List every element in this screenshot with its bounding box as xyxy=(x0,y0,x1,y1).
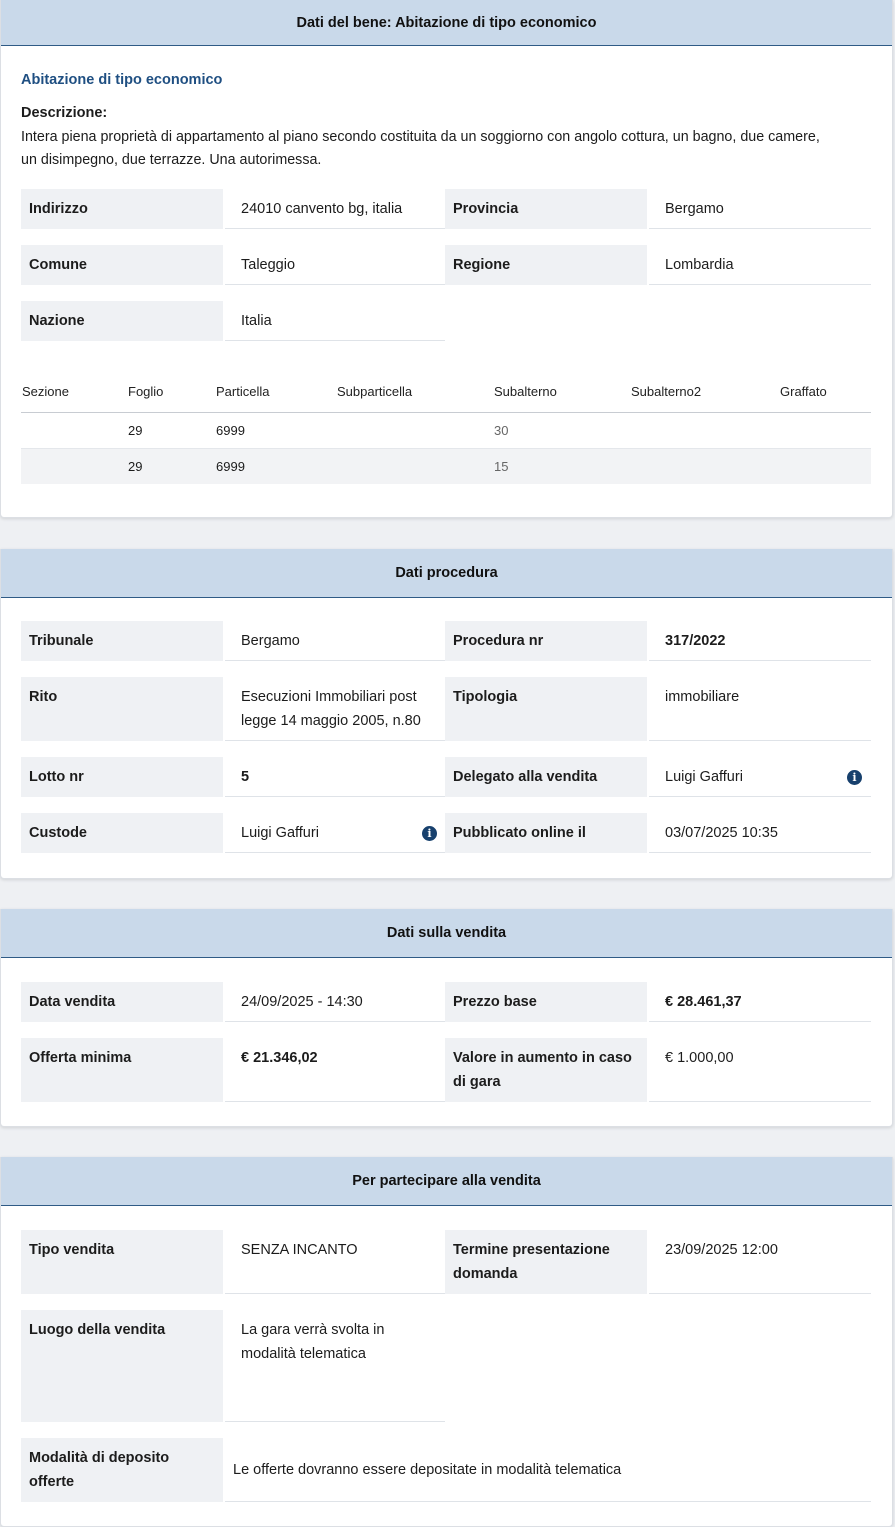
catasto-cell-subalterno: 30 xyxy=(494,422,509,438)
catasto-cell-subalterno2 xyxy=(630,448,779,484)
catasto-cell-subalterno: 15 xyxy=(494,458,509,474)
data-vendita-row xyxy=(21,982,871,1022)
offerta-minima-label: Offerta minima xyxy=(21,1038,223,1102)
deposito-label xyxy=(21,1438,223,1502)
catasto-header-graffato: Graffato xyxy=(780,384,827,400)
offerta-row xyxy=(21,1038,871,1102)
lotto-label: Lotto nr xyxy=(21,757,223,797)
catasto-header-subalterno: Subalterno xyxy=(494,384,557,400)
rito-label: Rito xyxy=(21,677,223,741)
prezzo-base-label: Prezzo base xyxy=(445,982,647,1022)
lotto-value: 5 xyxy=(225,757,445,797)
catasto-header-sezione: Sezione xyxy=(22,384,69,400)
rito-row xyxy=(21,677,871,741)
catasto-cell-subalterno2 xyxy=(630,412,779,448)
procedura-card xyxy=(0,549,893,879)
catasto-cell-subparticella xyxy=(336,448,493,484)
regione-value: Lombardia xyxy=(649,245,871,285)
aumento-label xyxy=(445,1038,647,1102)
nazione-value: Italia xyxy=(225,301,445,341)
partecipare-card xyxy=(0,1157,893,1527)
custode-info-icon[interactable]: i xyxy=(422,826,437,841)
indirizzo-label: Indirizzo xyxy=(21,189,223,229)
termine-label xyxy=(445,1230,647,1294)
catasto-row xyxy=(21,412,871,448)
tribunale-value: Bergamo xyxy=(225,621,445,661)
prezzo-base-value: € 28.461,37 xyxy=(649,982,871,1022)
tipo-vendita-value: SENZA INCANTO xyxy=(225,1230,445,1294)
luogo-value-line-1: La gara verrà svolta in xyxy=(241,1322,385,1338)
bene-card xyxy=(0,0,893,518)
vendita-card xyxy=(0,909,893,1127)
provincia-label: Provincia xyxy=(445,189,647,229)
deposito-label-line-2: offerte xyxy=(29,1474,75,1490)
custode-label: Custode xyxy=(21,813,223,853)
catasto-cell-graffato xyxy=(779,448,871,484)
delegato-label: Delegato alla vendita xyxy=(445,757,647,797)
procedura-header: Dati procedura xyxy=(1,549,892,598)
catasto-row xyxy=(21,448,871,484)
catasto-cell-sezione xyxy=(21,448,127,484)
data-vendita-value: 24/09/2025 - 14:30 xyxy=(225,982,445,1022)
termine-label-line-2: domanda xyxy=(453,1266,518,1282)
comune-value: Taleggio xyxy=(225,245,445,285)
nazione-row xyxy=(21,301,871,341)
tribunale-label: Tribunale xyxy=(21,621,223,661)
aumento-label-line-1: Valore in aumento in caso xyxy=(453,1050,632,1066)
tipologia-label: Tipologia xyxy=(445,677,647,741)
catasto-table xyxy=(21,372,871,484)
tipologia-value: immobiliare xyxy=(649,677,871,741)
description-line-1: Intera piena proprietà di appartamento al piano secondo costituita da un soggiorno con angolo cottura, un bagno, due camere, xyxy=(21,129,820,145)
rito-value-line-2: legge 14 maggio 2005, n.80 xyxy=(241,713,421,729)
tipo-vendita-label: Tipo vendita xyxy=(21,1230,223,1294)
vendita-header: Dati sulla vendita xyxy=(1,909,892,958)
custode-value: Luigi Gaffuri xyxy=(225,813,445,853)
comune-row xyxy=(21,245,871,285)
deposito-value: Le offerte dovranno essere depositate in modalità telematica xyxy=(225,1438,871,1502)
procedura-nr-value: 317/2022 xyxy=(649,621,871,661)
description-label: Descrizione: xyxy=(21,105,108,121)
rito-value-line-1: Esecuzioni Immobiliari post xyxy=(241,689,417,705)
catasto-cell-foglio: 29 xyxy=(128,458,143,474)
catasto-cell-subparticella xyxy=(336,412,493,448)
catasto-header-subalterno2: Subalterno2 xyxy=(631,384,702,400)
catasto-cell-foglio: 29 xyxy=(128,422,143,438)
custode-row xyxy=(21,813,871,853)
pubblicato-label: Pubblicato online il xyxy=(445,813,647,853)
indirizzo-value: 24010 canvento bg, italia xyxy=(225,189,445,229)
offerta-minima-value: € 21.346,02 xyxy=(225,1038,445,1102)
data-vendita-label: Data vendita xyxy=(21,982,223,1022)
catasto-header-subparticella: Subparticella xyxy=(337,384,413,400)
comune-label: Comune xyxy=(21,245,223,285)
catasto-cell-sezione xyxy=(21,412,127,448)
catasto-header-particella: Particella xyxy=(216,384,270,400)
luogo-row xyxy=(21,1310,871,1422)
aumento-label-line-2: di gara xyxy=(453,1074,501,1090)
catasto-cell-particella: 6999 xyxy=(216,458,245,474)
provincia-value: Bergamo xyxy=(649,189,871,229)
tribunale-row xyxy=(21,621,871,661)
description-line-2: un disimpegno, due terrazze. Una autorimessa. xyxy=(21,152,322,168)
termine-label-line-1: Termine presentazione xyxy=(453,1242,610,1258)
catasto-cell-particella: 6999 xyxy=(216,422,245,438)
luogo-label: Luogo della vendita xyxy=(21,1310,223,1422)
termine-value: 23/09/2025 12:00 xyxy=(649,1230,871,1294)
tipo-vendita-row xyxy=(21,1230,871,1294)
delegato-value: Luigi Gaffuri xyxy=(649,757,871,797)
luogo-value xyxy=(225,1310,445,1422)
bene-header: Dati del bene: Abitazione di tipo economico xyxy=(1,0,892,46)
catasto-header-foglio: Foglio xyxy=(128,384,164,400)
catasto-cell-graffato xyxy=(779,412,871,448)
aumento-value: € 1.000,00 xyxy=(649,1038,871,1102)
deposito-row xyxy=(21,1438,871,1502)
nazione-label: Nazione xyxy=(21,301,223,341)
pubblicato-value: 03/07/2025 10:35 xyxy=(649,813,871,853)
partecipare-header: Per partecipare alla vendita xyxy=(1,1157,892,1206)
delegato-info-icon[interactable]: i xyxy=(847,770,862,785)
regione-label: Regione xyxy=(445,245,647,285)
indirizzo-row xyxy=(21,189,871,229)
luogo-value-line-2: modalità telematica xyxy=(241,1346,366,1362)
procedura-nr-label: Procedura nr xyxy=(445,621,647,661)
rito-value xyxy=(225,677,445,741)
deposito-label-line-1: Modalità di deposito xyxy=(29,1450,170,1466)
catasto-header-row xyxy=(21,372,871,412)
bene-subtitle: Abitazione di tipo economico xyxy=(21,72,223,88)
lotto-row xyxy=(21,757,871,797)
